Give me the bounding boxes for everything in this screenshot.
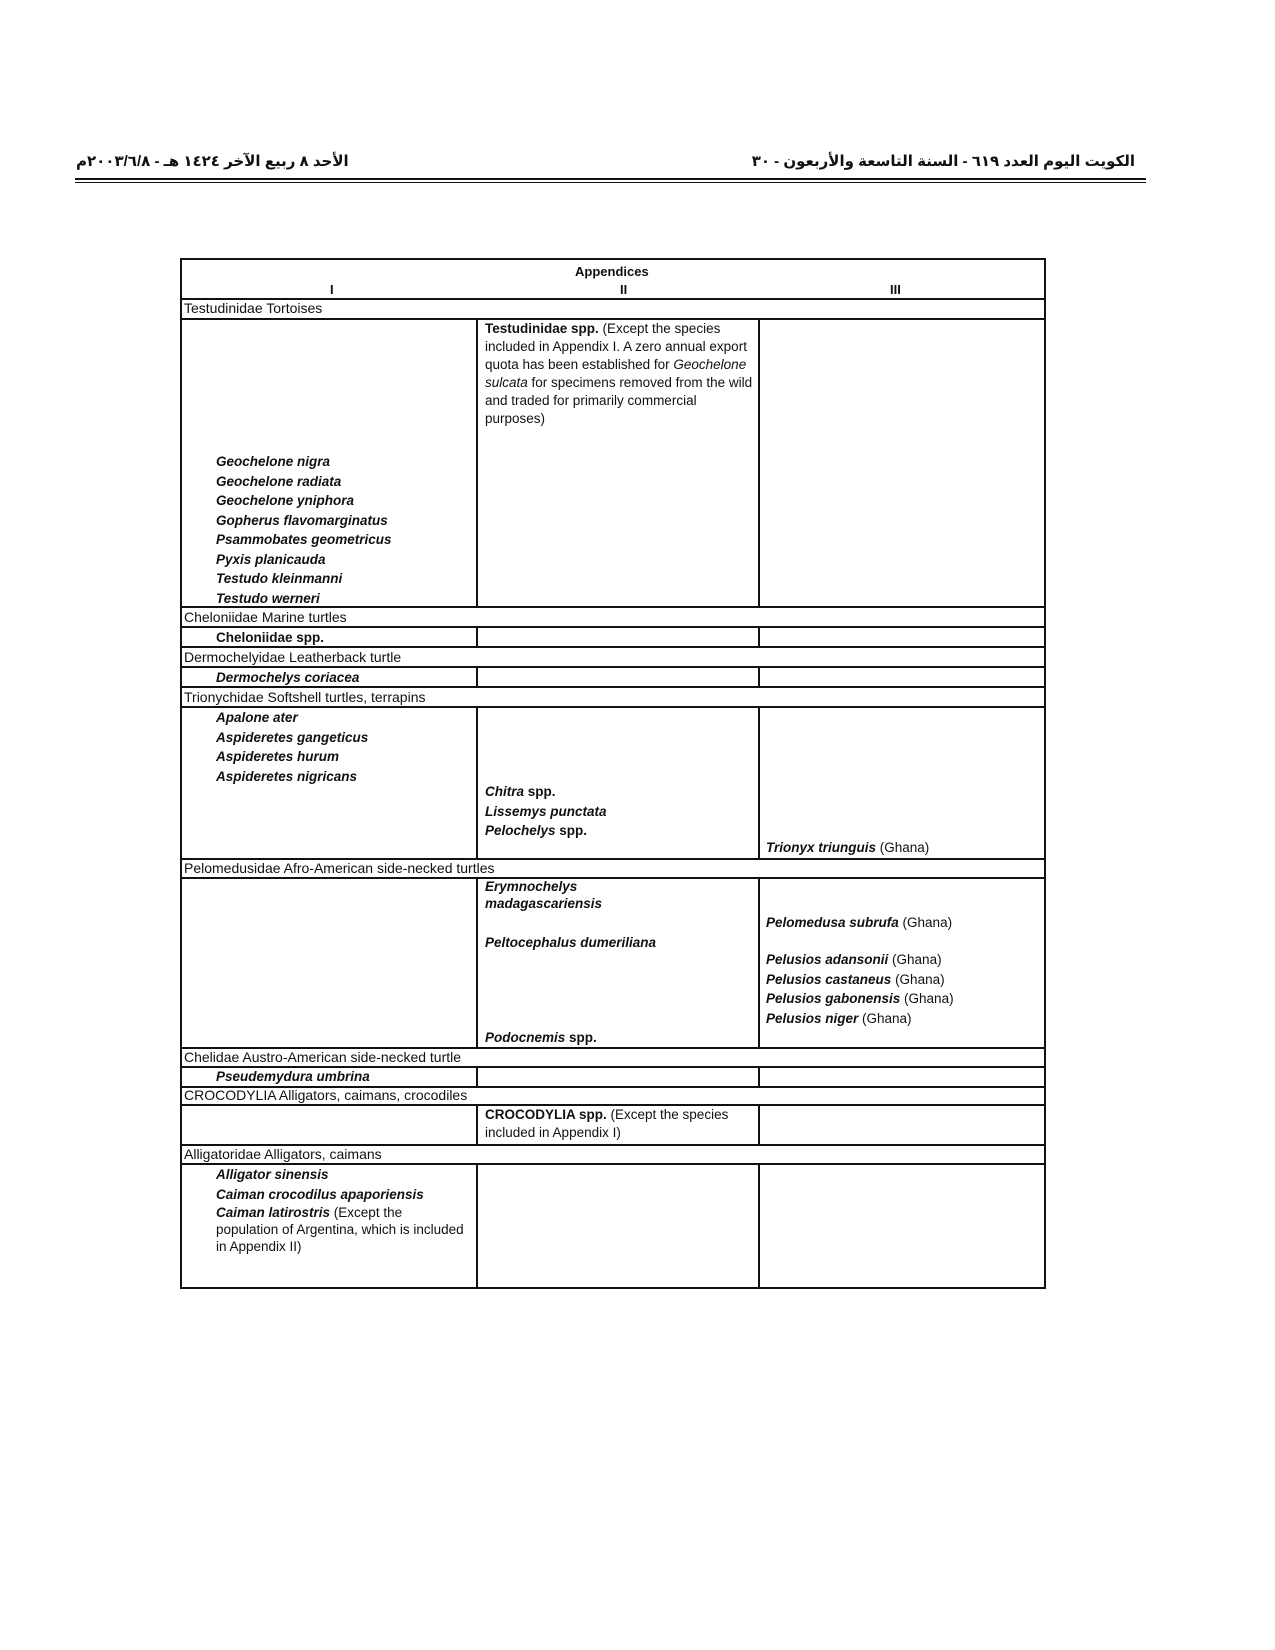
species-name: Testudo kleinmanni	[216, 571, 343, 586]
col-divider	[476, 706, 478, 858]
col-divider	[758, 666, 760, 686]
table-right-border	[1044, 258, 1046, 1288]
chitra-genus: Chitra	[485, 784, 525, 799]
trionychidae-app2-list	[485, 782, 607, 841]
crocodylia-app2-note	[485, 1106, 750, 1142]
appendices-caption: Appendices	[575, 264, 649, 279]
spp-suffix: spp.	[555, 823, 588, 838]
testudinidae-note-a: (Except the species included in Appendix I. A zero annual export quota has been established for	[485, 321, 747, 372]
col-divider	[758, 626, 760, 646]
caiman-latirostris-note: (Except the population of Argentina, which is included in Appendix II)	[216, 1205, 464, 1254]
species-name: Apalone ater	[216, 710, 298, 725]
family-cheloniidae: Cheloniidae Marine turtles	[184, 609, 347, 625]
country-note: (Ghana)	[888, 952, 942, 967]
family-pelomedusidae: Pelomedusidae Afro-American side-necked turtles	[184, 860, 495, 876]
col-divider	[476, 1066, 478, 1086]
alligatoridae-app1-list	[216, 1165, 468, 1255]
podocnemis-entry	[485, 1028, 597, 1048]
species-name: Pyxis planicauda	[216, 551, 326, 567]
species-name: Geochelone yniphora	[216, 493, 355, 508]
species-name: Geochelone radiata	[216, 473, 342, 489]
dermochelys-coriacea: Dermochelys coriacea	[216, 670, 360, 685]
col-divider	[758, 1163, 760, 1288]
trionyx-triunguis: Trionyx triunguis	[766, 840, 877, 855]
table-top-border	[180, 258, 1046, 260]
column-header-iii: III	[890, 282, 901, 297]
caiman-latirostris: Caiman latirostris	[216, 1205, 331, 1220]
species-name: Testudo werneri	[216, 590, 320, 606]
pelusios-list	[766, 950, 954, 1028]
col-divider	[758, 1066, 760, 1086]
family-trionychidae: Trionychidae Softshell turtles, terrapins	[184, 689, 426, 705]
pseudemydura-umbrina: Pseudemydura umbrina	[216, 1069, 370, 1084]
col-divider	[476, 877, 478, 1047]
trionychidae-app1-list	[216, 708, 368, 786]
col-divider	[476, 1163, 478, 1288]
family-chelidae: Chelidae Austro-American side-necked turtle	[184, 1049, 462, 1065]
geochelone-sulcata: Geochelone sulcata	[485, 357, 747, 390]
species-name: Pelusios castaneus	[766, 971, 892, 987]
pelomedusa-subrufa: Pelomedusa subrufa	[766, 915, 899, 930]
species-name: Pelusios adansonii	[766, 952, 889, 967]
header-rule	[75, 178, 1146, 180]
col-divider	[758, 318, 760, 606]
species-name: Pelusios gabonensis	[766, 991, 901, 1006]
family-testudinidae: Testudinidae Tortoises	[184, 300, 323, 316]
cheloniidae-spp: Cheloniidae spp.	[216, 630, 325, 645]
spp-suffix: spp.	[524, 784, 556, 799]
lissemys-punctata: Lissemys punctata	[485, 803, 607, 819]
row-line	[180, 686, 1046, 688]
header-issue-info: الكويت اليوم العدد ٦١٩ - السنة التاسعة والأربعون - ٣٠	[751, 153, 1135, 170]
species-name: Aspideretes hurum	[216, 749, 340, 764]
erymnochelys-madagascariensis: Erymnochelys madagascariensis	[485, 879, 603, 911]
col-divider	[476, 666, 478, 686]
column-header-ii: II	[620, 282, 628, 297]
country-note: (Ghana)	[900, 991, 954, 1006]
table-bottom-border	[180, 1287, 1046, 1289]
col-divider	[476, 1104, 478, 1144]
country-note: (Ghana)	[876, 840, 930, 855]
row-line	[180, 606, 1046, 608]
col-divider	[758, 706, 760, 858]
col-divider	[758, 877, 760, 1047]
family-alligatoridae: Alligatoridae Alligators, caimans	[184, 1146, 382, 1162]
species-name: Aspideretes nigricans	[216, 768, 358, 784]
col-divider	[476, 626, 478, 646]
pelomedusa-entry	[766, 913, 952, 933]
header-date: الأحد ٨ ربيع الآخر ١٤٢٤ هـ - ٢٠٠٣/٦/٨م	[76, 153, 349, 170]
alligator-sinensis: Alligator sinensis	[216, 1167, 329, 1182]
col-divider	[758, 1104, 760, 1144]
species-name: Aspideretes gangeticus	[216, 729, 369, 745]
family-dermochelyidae: Dermochelyidae Leatherback turtle	[184, 649, 402, 665]
crocodylia-spp: CROCODYLIA spp.	[485, 1107, 607, 1122]
podocnemis-genus: Podocnemis	[485, 1030, 566, 1045]
testudinidae-note-b: for specimens removed from the wild and traded for primarily commercial purposes)	[485, 375, 753, 426]
species-name: Pelusios niger	[766, 1010, 859, 1026]
pelochelys-genus: Pelochelys	[485, 823, 556, 838]
table-left-border	[180, 258, 182, 1288]
caiman-crocodilus-apaporiensis: Caiman crocodilus apaporiensis	[216, 1186, 424, 1202]
species-name: Gopherus flavomarginatus	[216, 512, 388, 528]
peltocephalus-dumeriliana: Peltocephalus dumeriliana	[485, 935, 657, 950]
testudinidae-spp: Testudinidae spp.	[485, 321, 599, 336]
crocodylia-note: (Except the species included in Appendix I)	[485, 1107, 729, 1140]
testudinidae-app2-note	[485, 320, 755, 428]
column-header-i: I	[330, 282, 334, 297]
family-crocodylia: CROCODYLIA Alligators, caimans, crocodiles	[184, 1087, 468, 1103]
row-line	[180, 646, 1046, 648]
country-note: (Ghana)	[858, 1010, 912, 1026]
spp-suffix: spp.	[565, 1030, 597, 1045]
header-rule-thin	[75, 182, 1146, 183]
trionyx-entry	[766, 838, 929, 858]
testudinidae-app1-list	[216, 452, 392, 608]
species-name: Psammobates geometricus	[216, 532, 392, 547]
species-name: Geochelone nigra	[216, 454, 331, 469]
country-note: (Ghana)	[891, 971, 945, 987]
country-note: (Ghana)	[898, 915, 953, 930]
col-divider	[476, 318, 478, 606]
